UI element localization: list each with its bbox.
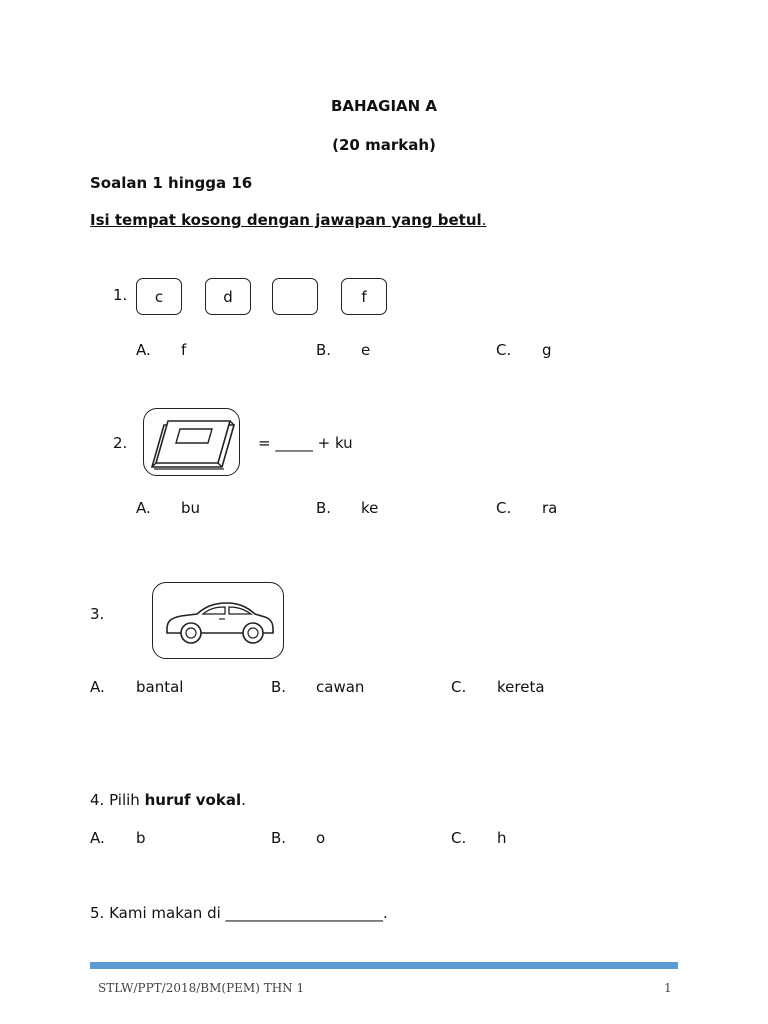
footer-code: STLW/PPT/2018/BM(PEM) THN 1 xyxy=(98,981,305,995)
instruction xyxy=(90,211,486,229)
q1-option-c-text: g xyxy=(542,341,552,359)
q1-box-2: d xyxy=(205,278,251,315)
q4-suffix: . xyxy=(241,791,246,809)
book-icon xyxy=(144,409,239,475)
q2-equation: = _____ + ku xyxy=(258,434,353,452)
q2-option-a-text: bu xyxy=(181,499,201,517)
q4-prompt xyxy=(90,791,246,809)
car-icon xyxy=(153,583,283,658)
q4-option-a-letter: A. xyxy=(90,829,105,847)
q1-number: 1. xyxy=(113,286,128,304)
footer-divider xyxy=(90,962,678,969)
q4-option-a-text: b xyxy=(136,829,146,847)
q1-box-4: f xyxy=(341,278,387,315)
q2-picture-frame xyxy=(143,408,240,476)
section-title: BAHAGIAN A xyxy=(330,97,438,115)
q3-option-b-text: cawan xyxy=(316,678,365,696)
page-number: 1 xyxy=(664,981,672,995)
q4-option-b-letter: B. xyxy=(271,829,287,847)
q4-prefix: 4. Pilih xyxy=(90,791,140,809)
q2-option-c-letter: C. xyxy=(496,499,512,517)
q3-picture-frame xyxy=(152,582,284,659)
q2-option-b-letter: B. xyxy=(316,499,332,517)
q2-number: 2. xyxy=(113,434,128,452)
q4-option-c-letter: C. xyxy=(451,829,467,847)
q2-option-b-text: ke xyxy=(361,499,379,517)
q1-box-blank xyxy=(272,278,318,315)
q1-option-b-letter: B. xyxy=(316,341,332,359)
instruction-period: . xyxy=(481,211,487,229)
q1-option-b-text: e xyxy=(361,341,371,359)
marks-label: (20 markah) xyxy=(332,136,436,154)
q3-option-b-letter: B. xyxy=(271,678,287,696)
q4-option-c-text: h xyxy=(497,829,507,847)
q4-option-b-text: o xyxy=(316,829,326,847)
q1-box-1: c xyxy=(136,278,182,315)
q5-sentence: 5. Kami makan di _____________________. xyxy=(90,904,388,922)
instruction-text: Isi tempat kosong dengan jawapan yang betul xyxy=(90,211,482,229)
q3-option-a-text: bantal xyxy=(136,678,184,696)
question-range: Soalan 1 hingga 16 xyxy=(90,174,253,192)
q3-number: 3. xyxy=(90,605,105,623)
q3-option-c-letter: C. xyxy=(451,678,467,696)
q2-option-a-letter: A. xyxy=(136,499,151,517)
q2-option-c-text: ra xyxy=(542,499,558,517)
q3-option-a-letter: A. xyxy=(90,678,105,696)
q1-option-c-letter: C. xyxy=(496,341,512,359)
q3-option-c-text: kereta xyxy=(497,678,545,696)
q1-option-a-text: f xyxy=(181,341,187,359)
q1-option-a-letter: A. xyxy=(136,341,151,359)
q4-bold-term: huruf vokal xyxy=(144,791,242,809)
